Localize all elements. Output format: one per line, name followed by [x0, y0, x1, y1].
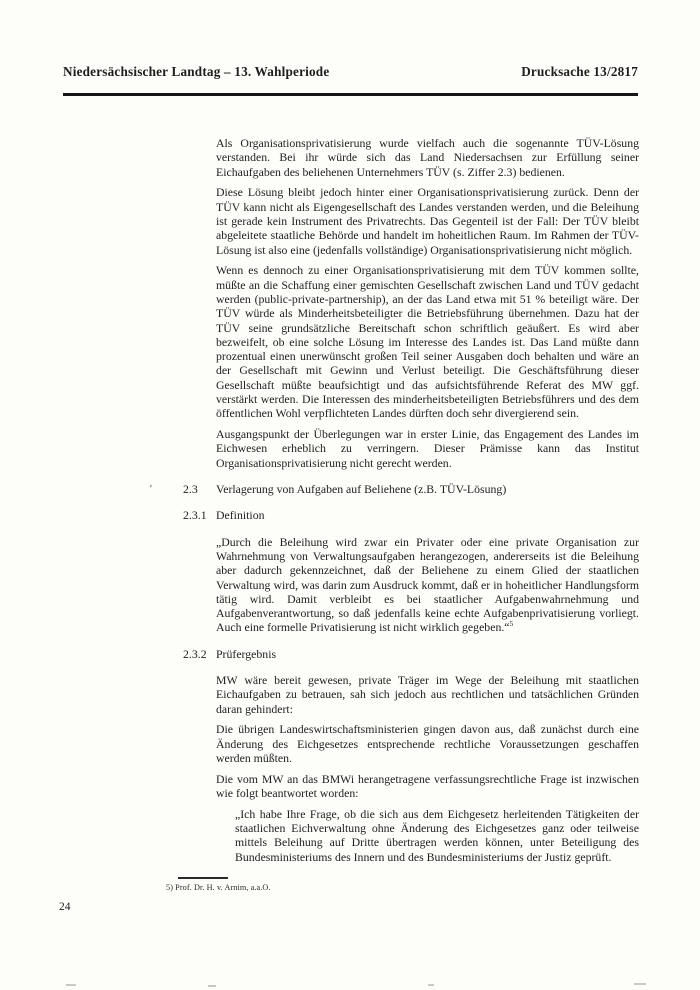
document-body: [150, 136, 639, 871]
scan-artifact: [66, 984, 76, 986]
quote-definition-text: „Durch die Beleihung wird zwar ein Privater oder eine private Organisation zur Wahrnehmung von Verwaltungsaufgaben herangezogen, andererseits ist die Beleihung aber dadurch gekennzeichnet, daß der Beliehene zu einem Glied der staatlichen Verwaltung wird, was darin zum Ausdruck kommt, daß er in hoheitlicher Handlungsform tätig wird. Damit verbleibt es bei staatlicher Aufgabenwahrnehmung und Aufgabenverantwortung, so daß jedenfalls keine echte Aufgabenprivatisierung vorliegt. Auch eine formelle Privatisierung ist nicht wirklich gegeben.“: [216, 534, 639, 635]
section-number-2-3-1: 2.3.1: [183, 508, 207, 523]
paragraph-bmwi-frage: Die vom MW an das BMWi herangetragene verfassungsrechtliche Frage ist inzwischen wie folgt beantwortet worden:: [216, 771, 639, 801]
section-title-2-3: Verlagerung von Aufgaben auf Beliehene (z.B. TÜV-Lösung): [216, 482, 507, 497]
quote-definition: [216, 535, 639, 635]
quote-bmwi-antwort: „Ich habe Ihre Frage, ob die sich aus dem Eichgesetz herleitenden Tätigkeiten der staatlichen Eichverwaltung ohne Änderung des Eichgesetzes ganz oder teilweise mittels Beleihung auf Dritte übertragen werden können, unter Beteiligung des Bundesministeriums des Innern und des Bundesministeriums der Justiz geprüft.: [235, 806, 639, 864]
paragraph-tuv-loesung: Als Organisationsprivatisierung wurde vielfach auch die sogenannte TÜV-Lösung verstanden. Bei ihr würde sich das Land Niedersachsen zur Erfüllung seiner Eichaufgaben des beliehenen Unternehmers TÜV (s. Ziffer 2.3) bedienen.: [216, 136, 639, 179]
scan-stray-mark: ': [150, 484, 152, 496]
section-title-2-3-1: Definition: [216, 508, 265, 523]
paragraph-mw-bereit: MW wäre bereit gewesen, private Träger im Wege der Beleihung mit staatlichen Eichaufgaben zu betrauen, sah sich jedoch aus rechtlichen und tatsächlichen Gründen daran gehindert:: [216, 673, 639, 716]
scan-artifact: [634, 983, 646, 985]
paragraph-landeswirtschaftsministerien: Die übrigen Landeswirtschaftsministerien gingen davon aus, daß zunächst durch eine Änderung des Eichgesetzes entsprechende rechtliche Voraussetzungen geschaffen werden müßten.: [216, 722, 639, 765]
footnote-5: 5) Prof. Dr. H. v. Arnim, a.a.O.: [166, 883, 271, 892]
scan-artifact: [428, 984, 434, 986]
section-heading-2-3-1: [183, 508, 639, 523]
section-heading-2-3: [150, 482, 639, 497]
paragraph-gemischte-gesellschaft: Wenn es dennoch zu einer Organisationsprivatisierung mit dem TÜV kommen sollte, müßte an die Schaffung einer gemischten Gesellschaft zwischen Land und TÜV gedacht werden (public-private-partnership), an der das Land etwa mit 51 % beteiligt wäre. Der TÜV würde als Minderheitsbeteiligter die Betriebsführung übernehmen. Dazu hat der TÜV seine grundsätzliche Bereitschaft schon schriftlich geäußert. Es wird aber bezweifelt, ob eine solche Lösung im Interesse des Landes ist. Das Land müßte dann prozentual einen unerwünscht großen Teil seiner Ausgaben doch behalten und wäre an der Gesellschaft mit Gewinn und Verlust beteiligt. Die Geschäftsführung dieser Gesellschaft müßte beaufsichtigt und das aufsichtsführende Referat des MW ggf. verstärkt werden. Die Interessen des minderheitsbeteiligten Betriebsführers und des dem öffentlichen Wohl verpflichteten Landes dürften doch sehr divergierend sein.: [216, 263, 639, 421]
scan-artifact: [208, 985, 216, 987]
section-number-2-3-2: 2.3.2: [183, 646, 207, 661]
page-number: 24: [59, 901, 71, 913]
header-rule: [63, 93, 638, 96]
header-title-left: Niedersächsischer Landtag – 13. Wahlperiode: [63, 64, 330, 79]
footnote-reference-5: 5: [509, 619, 514, 629]
footnote-rule: [178, 877, 228, 879]
section-heading-2-3-2: [183, 646, 639, 661]
header-drucksache-right: Drucksache 13/2817: [521, 64, 638, 79]
page-header: [63, 64, 638, 80]
paragraph-diese-loesung: Diese Lösung bleibt jedoch hinter einer Organisationsprivatisierung zurück. Denn der TÜV kann nicht als Eigengesellschaft des Landes verstanden werden, und die Beleihung ist gerade kein Instrument des Privatrechts. Das Gegenteil ist der Fall: Der TÜV bleibt abgeleitete staatliche Behörde und handelt im hoheitlichen Raum. Im Rahmen der TÜV-Lösung ist also eine (jedenfalls vollständige) Organisationsprivatisierung nicht möglich.: [216, 185, 639, 257]
section-number-2-3: 2.3: [183, 482, 198, 497]
paragraph-ausgangspunkt: Ausgangspunkt der Überlegungen war in erster Linie, das Engagement des Landes im Eichwesen erheblich zu verringern. Dieser Prämisse kann das Institut Organisationsprivatisierung nicht gerecht werden.: [216, 427, 639, 470]
section-title-2-3-2: Prüfergebnis: [216, 646, 277, 661]
